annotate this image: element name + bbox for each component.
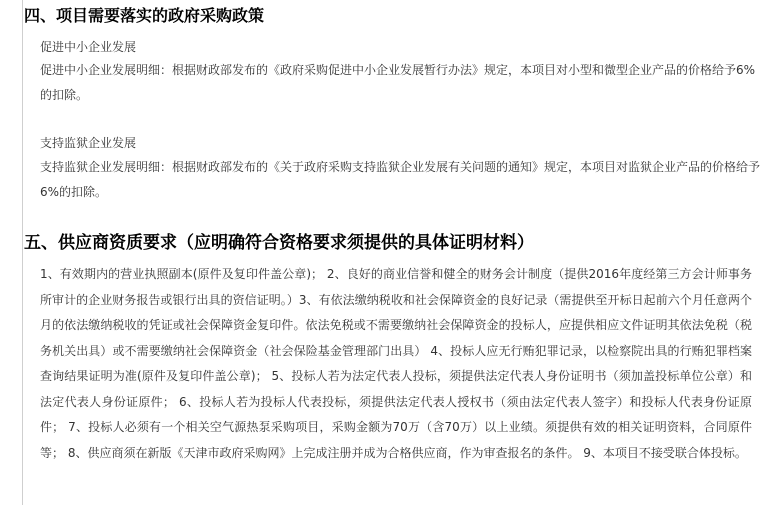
sme-title: [40, 36, 760, 58]
prison-title-text: 支持监狱企业发展: [40, 136, 137, 150]
left-border-line: [22, 0, 23, 505]
sme-detail-text: 促进中小企业发展明细：根据财政部发布的《政府采购促进中小企业发展暂行办法》规定，本项目对小型和微型企业产品的价格给予6%的扣除。: [40, 63, 756, 102]
section-4-heading: 四、项目需要落实的政府采购政策: [24, 6, 265, 25]
section-5-heading: 五、供应商资质要求（应明确符合资格要求须提供的具体证明材料）: [24, 233, 534, 253]
qualification-requirements-text: 1、有效期内的营业执照副本(原件及复印件盖公章)； 2、良好的商业信誉和健全的财务会计制度（提供2016年度经第三方会计师事务所审计的企业财务报告或银行出具的资信证明。）3、有依法缴纳税收和社会保障资金的良好记录（需提供至开标日起前六个月任意两个月的依法缴纳税收的凭证或社会保障资金复印件。依法免税或不需要缴纳社会保障资金的投标人，应提供相应文件证明其依法免税（税务机关出具）或不需要缴纳社会保障资金（社会保险基金管理部门出具） 4、投标人应无行贿犯罪记录，以检察院出具的行贿犯罪档案查询结果证明为准(原件及复印件盖公章)； 5、投标人若为法定代表人投标，须提供法定代表人身份证明书（须加盖投标单位公章）和法定代表人身份证原件； 6、投标人若为投标人代表投标，须提供法定代表人授权书（须由法定代表人签字）和投标人代表身份证原件； 7、投标人必须有一个相关空气源热泵采购项目，采购金额为70万（含70万）以上业绩。须提供有效的相关证明资料，合同原件等； 8、供应商须在新版《天津市政府采购网》上完成注册并成为合格供应商，作为审查报名的条件。 9、本项目不接受联合体投标。: [40, 267, 752, 460]
prison-detail: [40, 155, 760, 205]
prison-detail-text: 支持监狱企业发展明细：根据财政部发布的《关于政府采购支持监狱企业发展有关问题的通知》规定，本项目对监狱企业产品的价格给予6%的扣除。: [40, 160, 761, 199]
sme-title-text: 促进中小企业发展: [40, 40, 137, 54]
prison-title: [40, 132, 760, 154]
sme-detail: [40, 58, 760, 108]
